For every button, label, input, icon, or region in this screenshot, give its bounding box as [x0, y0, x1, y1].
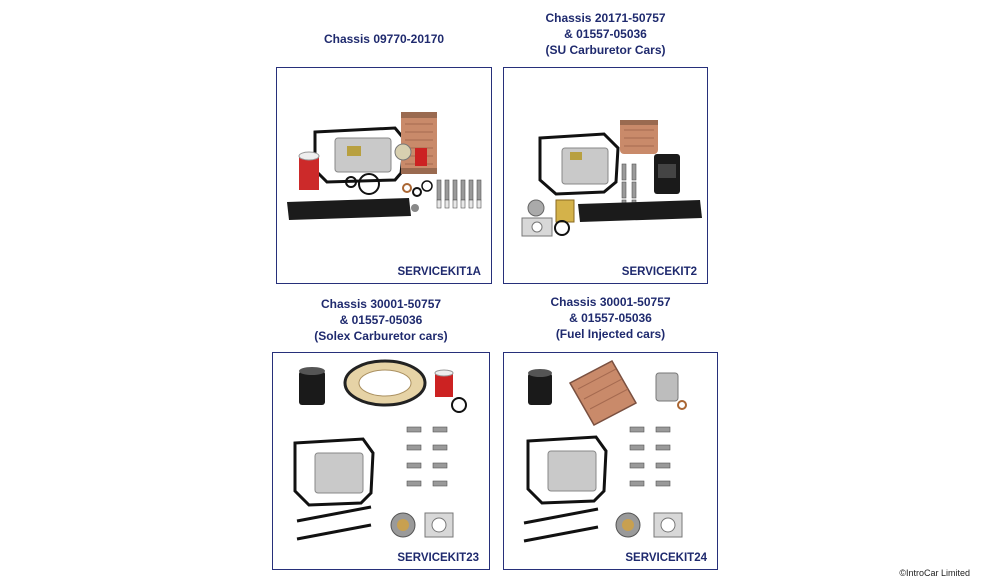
servicekit2-label: SERVICEKIT2 [621, 266, 697, 278]
servicekit24-card[interactable] [503, 352, 718, 570]
servicekit24-parts-image [504, 353, 716, 568]
spark-plug-icon [630, 427, 670, 486]
spark-plug-icon [437, 180, 481, 208]
wiper-blade-icon [297, 507, 371, 539]
servicekit2-card[interactable] [503, 67, 708, 284]
air-filter-foam-icon [287, 198, 411, 220]
round-air-filter-icon [345, 361, 425, 405]
air-filter-foam-icon [578, 200, 702, 222]
fuel-filter-icon [656, 373, 686, 409]
thermostat-icon [616, 513, 682, 537]
air-filter-icon [570, 361, 636, 425]
air-filter-icon [620, 120, 658, 154]
fuel-filter-icon [435, 370, 466, 412]
oil-filter-element-icon [556, 200, 574, 222]
gasket-icon [295, 439, 373, 505]
oil-filter-element-icon [299, 152, 319, 190]
heading-kit1a: Chassis 09770-20170 [323, 32, 445, 46]
copyright-notice: ©IntroCar Limited [899, 568, 970, 578]
thermostat-icon [391, 513, 453, 537]
gasket-icon [540, 134, 618, 194]
heading-kit2: Chassis 20171-50757 & 01557-05036 (SU Carburetor Cars) [545, 11, 666, 57]
servicekit23-card[interactable] [272, 352, 490, 570]
servicekit1a-label: SERVICEKIT1A [397, 266, 481, 278]
servicekit1a-card[interactable] [276, 67, 492, 284]
servicekit2-parts-image [504, 68, 706, 282]
oil-filter-canister-icon [299, 367, 325, 405]
heading-kit24: Chassis 30001-50757 & 01557-05036 (Fuel Injected cars) [550, 295, 671, 341]
servicekit23-label: SERVICEKIT23 [397, 552, 479, 564]
servicekit23-parts-image [273, 353, 488, 568]
spark-plug-icon [407, 427, 447, 486]
oil-filter-canister-icon [528, 369, 552, 405]
servicekit1a-parts-image [277, 68, 490, 282]
o-ring-icon [346, 174, 432, 196]
gasket-icon [315, 128, 405, 182]
servicekit24-label: SERVICEKIT24 [625, 552, 707, 564]
wiper-blade-icon [524, 509, 598, 541]
gasket-icon [528, 437, 606, 503]
oil-filter-canister-icon [654, 154, 680, 194]
heading-kit23: Chassis 30001-50757 & 01557-05036 (Solex Carburetor cars) [314, 297, 448, 343]
